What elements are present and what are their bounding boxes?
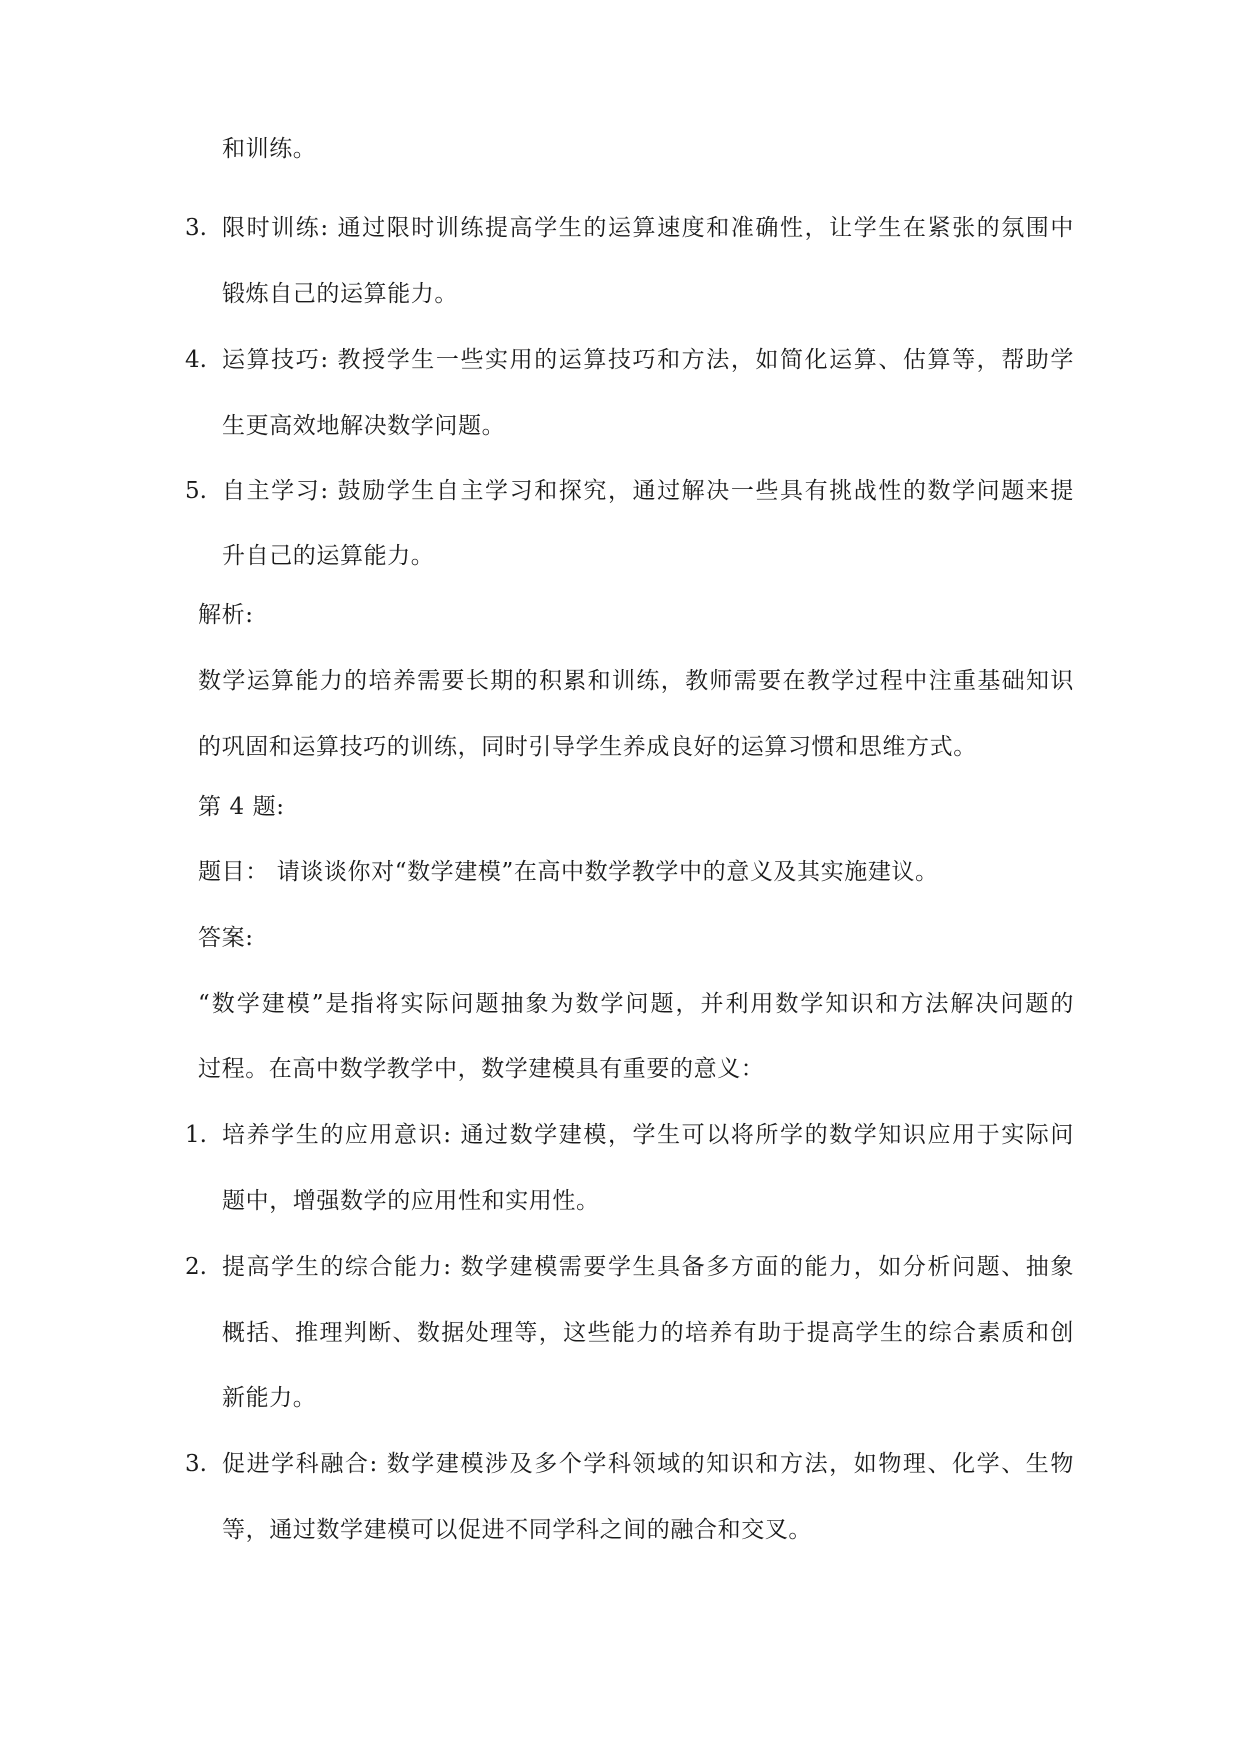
analysis-label: 解析: [198,602,254,628]
list-item-number: 2. [185,1254,207,1280]
list-item-text: 培养学生的应用意识: 通过数学建模，学生可以将所学的数学知识应用于实际问 [222,1122,1074,1148]
question-number: 第 4 题: [198,794,285,820]
list-item-text: 新能力。 [222,1385,317,1411]
list-item-text: 锻炼自己的运算能力。 [222,281,458,307]
list-item-text: 运算技巧: 教授学生一些实用的运算技巧和方法，如简化运算、估算等，帮助学 [222,347,1074,373]
list-item-text: 升自己的运算能力。 [222,543,435,569]
answer-text: “数学建模”是指将实际问题抽象为数学问题，并利用数学知识和方法解决问题的 [198,991,1074,1017]
list-item-text: 题中，增强数学的应用性和实用性。 [222,1188,600,1214]
list-item-text: 自主学习: 鼓励学生自主学习和探究，通过解决一些具有挑战性的数学问题来提 [222,478,1074,504]
list-item-text: 生更高效地解决数学问题。 [222,413,506,439]
list-item-number: 1. [185,1122,207,1148]
list-item-text: 限时训练: 通过限时训练提高学生的运算速度和准确性，让学生在紧张的氛围中 [222,215,1074,241]
list-item-text: 等，通过数学建模可以促进不同学科之间的融合和交叉。 [222,1517,812,1543]
continuation-text: 和训练。 [222,136,317,162]
analysis-text: 的巩固和运算技巧的训练，同时引导学生养成良好的运算习惯和思维方式。 [198,734,977,760]
list-item-text: 提高学生的综合能力: 数学建模需要学生具备多方面的能力，如分析问题、抽象 [222,1254,1074,1280]
list-item-number: 4. [185,347,207,373]
list-item-number: 3. [185,1451,207,1477]
list-item-number: 5. [185,478,207,504]
analysis-text: 数学运算能力的培养需要长期的积累和训练，教师需要在教学过程中注重基础知识 [198,668,1074,694]
answer-label: 答案: [198,925,254,951]
list-item-number: 3. [185,215,207,241]
list-item-text: 概括、推理判断、数据处理等，这些能力的培养有助于提高学生的综合素质和创 [222,1320,1074,1346]
answer-text: 过程。在高中数学教学中，数学建模具有重要的意义： [198,1056,765,1082]
list-item-text: 促进学科融合: 数学建模涉及多个学科领域的知识和方法，如物理、化学、生物 [222,1451,1074,1477]
question-text: 题目： 请谈谈你对“数学建模”在高中数学教学中的意义及其实施建议。 [198,859,939,885]
